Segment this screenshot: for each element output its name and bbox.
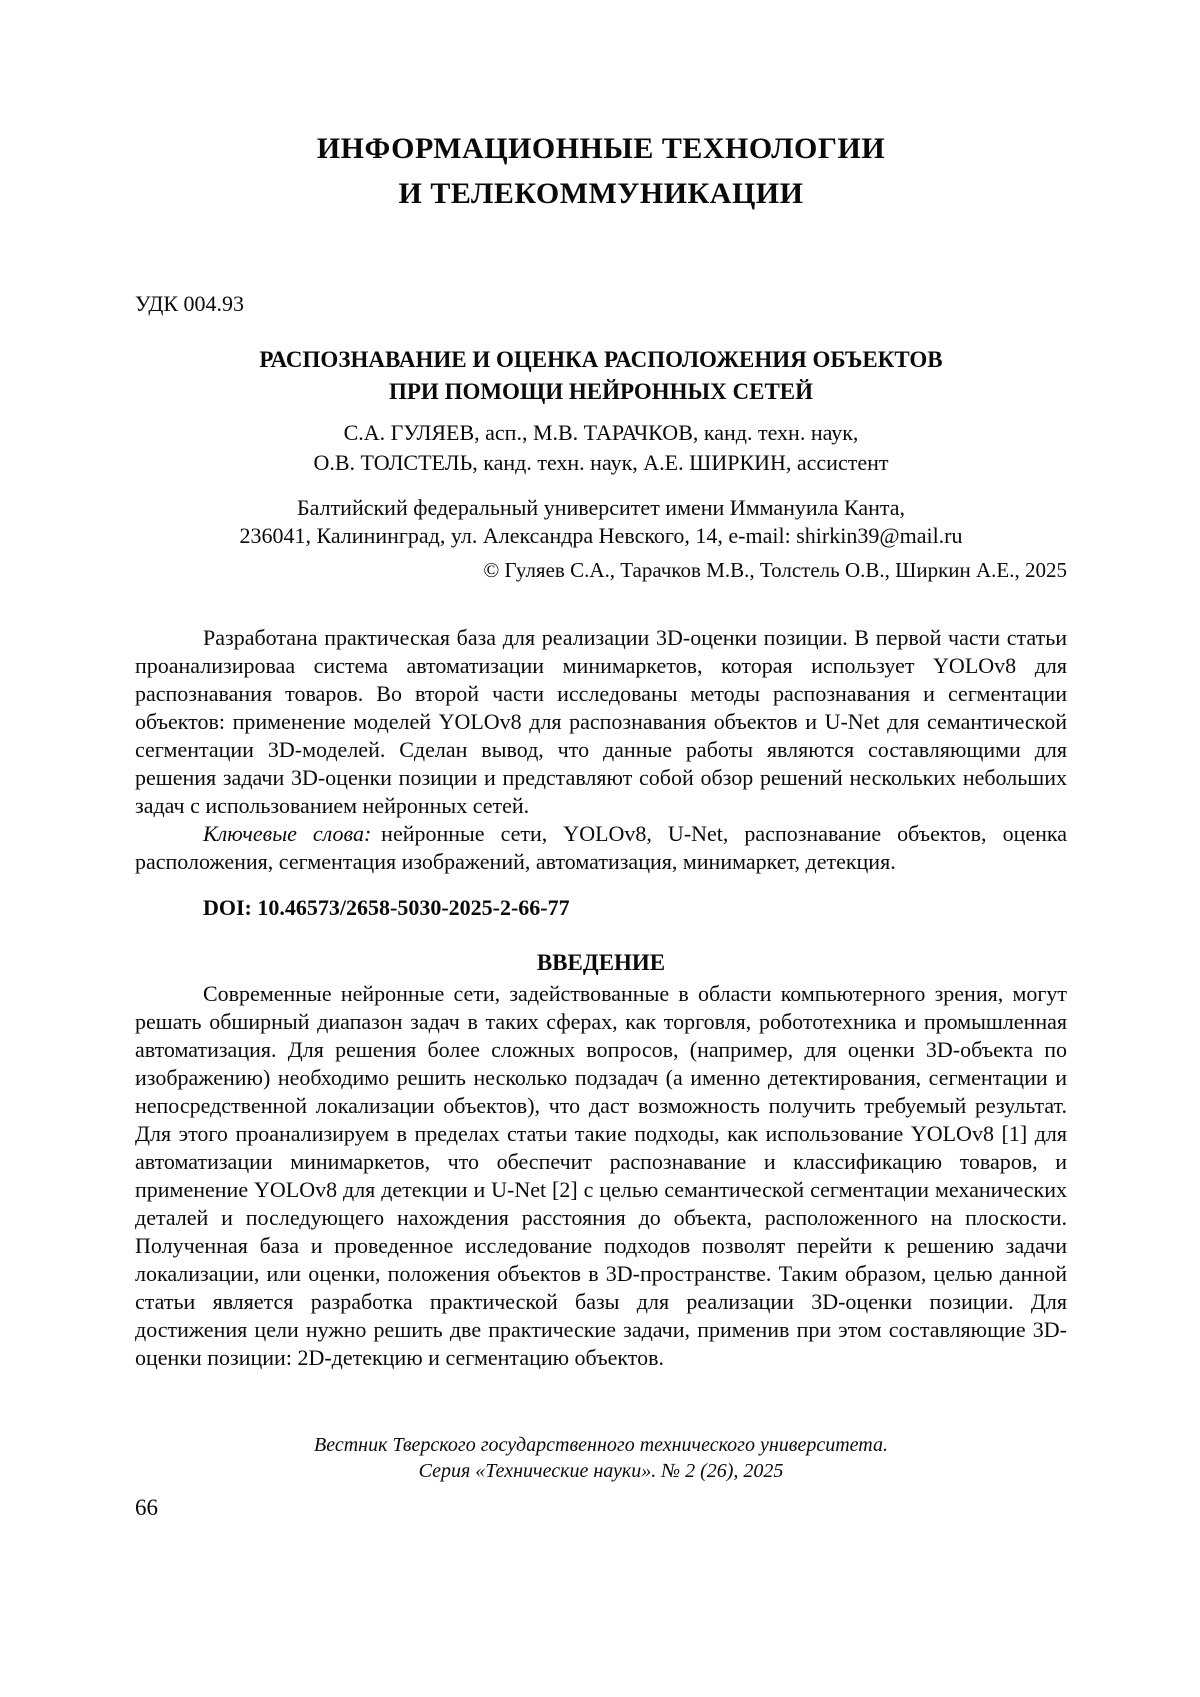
affiliation-line-1: Балтийский федеральный университет имени Иммануила Канта,: [296, 495, 906, 520]
udc-code: УДК 004.93: [135, 291, 245, 316]
authors-block: [135, 418, 1067, 478]
authors-line-2: О.В. ТОЛСТЕЛЬ, канд. техн. наук, А.Е. ШИРКИН, ассистент: [313, 450, 889, 475]
authors-line-1: С.А. ГУЛЯЕВ, асп., М.В. ТАРАЧКОВ, канд. техн. наук,: [343, 420, 859, 445]
introduction-heading: ВВЕДЕНИЕ: [536, 950, 666, 975]
affiliation-block: [135, 494, 1067, 550]
page-footer: [135, 1432, 1067, 1522]
keywords-list: нейронные сети, YOLOv8, U-Net, распознавание объектов, оценка расположения, сегментация изображений, автоматизация, минимаркет, детекция.: [135, 821, 1068, 874]
journal-imprint-line-2: Серия «Технические науки». № 2 (26), 2025: [418, 1460, 784, 1482]
page-number: 66: [135, 1495, 158, 1520]
affiliation-line-2: 236041, Калининград, ул. Александра Невского, 14, e-mail: shirkin39@mail.ru: [239, 523, 963, 548]
introduction-paragraph: Современные нейронные сети, задействованные в области компьютерного зрения, могут решать обширный диапазон задач в таких сферах, как торговля, робототехника и промышленная автоматизация. Для решения более сложных вопросов, (например, для оценки 3D-объекта по изображению) необходимо решить несколько подзадач (а именно детектирования, сегментации и непосредственной локализации объектов), что даст возможность получить требуемый результат. Для этого проанализируем в пределах статьи такие подходы, как использование YOLOv8 [1] для автоматизации минимаркетов, что обеспечит распознавание и классификацию товаров, и применение YOLOv8 для детекции и U-Net [2] с целью семантической сегментации механических деталей и последующего нахождения расстояния до объекта, расположенного на плоскости. Полученная база и проведенное исследование подходов позволят перейти к решению задачи локализации, или оценки, положения объектов в 3D-пространстве. Таким образом, целью данной статьи является разработка практической базы для реализации 3D-оценки позиции. Для достижения цели нужно решить две практические задачи, применив при этом составляющие 3D-оценки позиции: 2D-детекцию и сегментацию объектов.: [135, 981, 1067, 1370]
doi-line: DOI: 10.46573/2658-5030-2025-2-66-77: [203, 895, 570, 920]
journal-section-rubric: [135, 126, 1067, 216]
keywords-label: Ключевые слова:: [203, 821, 372, 846]
copyright-line: © Гуляев С.А., Тарачков М.В., Толстель О.В., Ширкин А.Е., 2025: [483, 558, 1067, 582]
article-title-line-2: ПРИ ПОМОЩИ НЕЙРОННЫХ СЕТЕЙ: [388, 379, 814, 404]
rubric-line-2: И ТЕЛЕКОММУНИКАЦИИ: [398, 177, 804, 210]
abstract-paragraph: Разработана практическая база для реализации 3D-оценки позиции. В первой части статьи проанализироваа система автоматизации минимаркетов, которая использует YOLOv8 для распознавания товаров. Во второй части исследованы методы распознавания и сегментации объектов: применение моделей YOLOv8 для распознавания объектов и U-Net для семантической сегментации 3D-моделей. Сделан вывод, что данные работы являются составляющими для решения задачи 3D-оценки позиции и представляют собой обзор решений нескольких небольших задач с использованием нейронных сетей.: [135, 625, 1067, 818]
article-title: [135, 344, 1067, 408]
article-title-line-1: РАСПОЗНАВАНИЕ И ОЦЕНКА РАСПОЛОЖЕНИЯ ОБЪЕКТОВ: [259, 347, 943, 372]
keywords-paragraph: [135, 820, 1067, 876]
rubric-line-1: ИНФОРМАЦИОННЫЕ ТЕХНОЛОГИИ: [316, 132, 886, 165]
journal-imprint: [135, 1432, 1067, 1484]
journal-imprint-line-1: Вестник Тверского государственного технического университета.: [314, 1434, 888, 1456]
